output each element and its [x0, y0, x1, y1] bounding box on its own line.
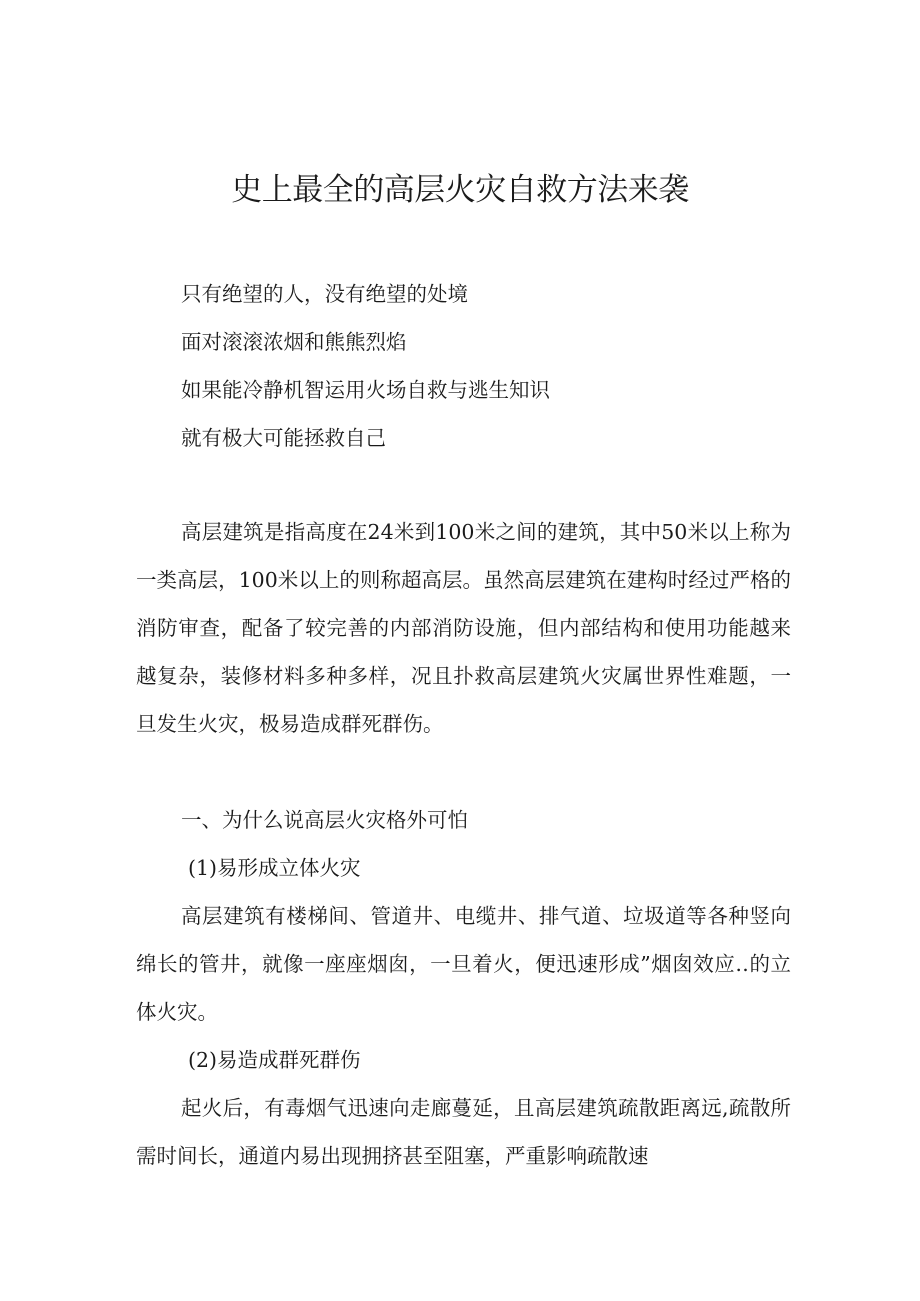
intro-line: 如果能冷静机智运用火场自救与逃生知识: [181, 378, 550, 402]
document-title: 史上最全的高层火灾自救方法来袭: [231, 172, 689, 208]
section-heading: 一、为什么说高层火灾格外可怕: [181, 808, 468, 832]
subsection-heading: (1)易形成立体火灾: [188, 856, 361, 880]
paragraph-high-rise-definition: 高层建筑是指高度在24米到100米之间的建筑，其中50米以上称为一类高层，100米以上的则称超高层。虽然高层建筑在建构时经过严格的消防审查，配备了较完善的内部消防设施，但内部结构和使用功能越来越复杂，装修材料多种多样，况且扑救高层建筑火灾属世界性难题，一旦发生火灾，极易造成群死群伤。: [136, 520, 791, 736]
subsection-heading: (2)易造成群死群伤: [188, 1048, 361, 1072]
document-body: [136, 270, 791, 1180]
intro-line: 只有绝望的人，没有绝望的处境: [181, 282, 468, 306]
intro-line: 面对滚滚浓烟和熊熊烈焰: [181, 330, 407, 354]
subsection-text: 高层建筑有楼梯间、管道井、电缆井、排气道、垃圾道等各种竖向绵长的管井，就像一座座烟囱，一旦着火，便迅速形成”烟囱效应‥的立体火灾。: [136, 904, 791, 1024]
subsection-text: 起火后，有毒烟气迅速向走廊蔓延，且高层建筑疏散距离远,疏散所需时间长，通道内易出现拥挤甚至阻塞，严重影响疏散速: [136, 1096, 791, 1168]
intro-verse: [136, 270, 791, 462]
intro-line: 就有极大可能拯救自己: [181, 426, 386, 450]
